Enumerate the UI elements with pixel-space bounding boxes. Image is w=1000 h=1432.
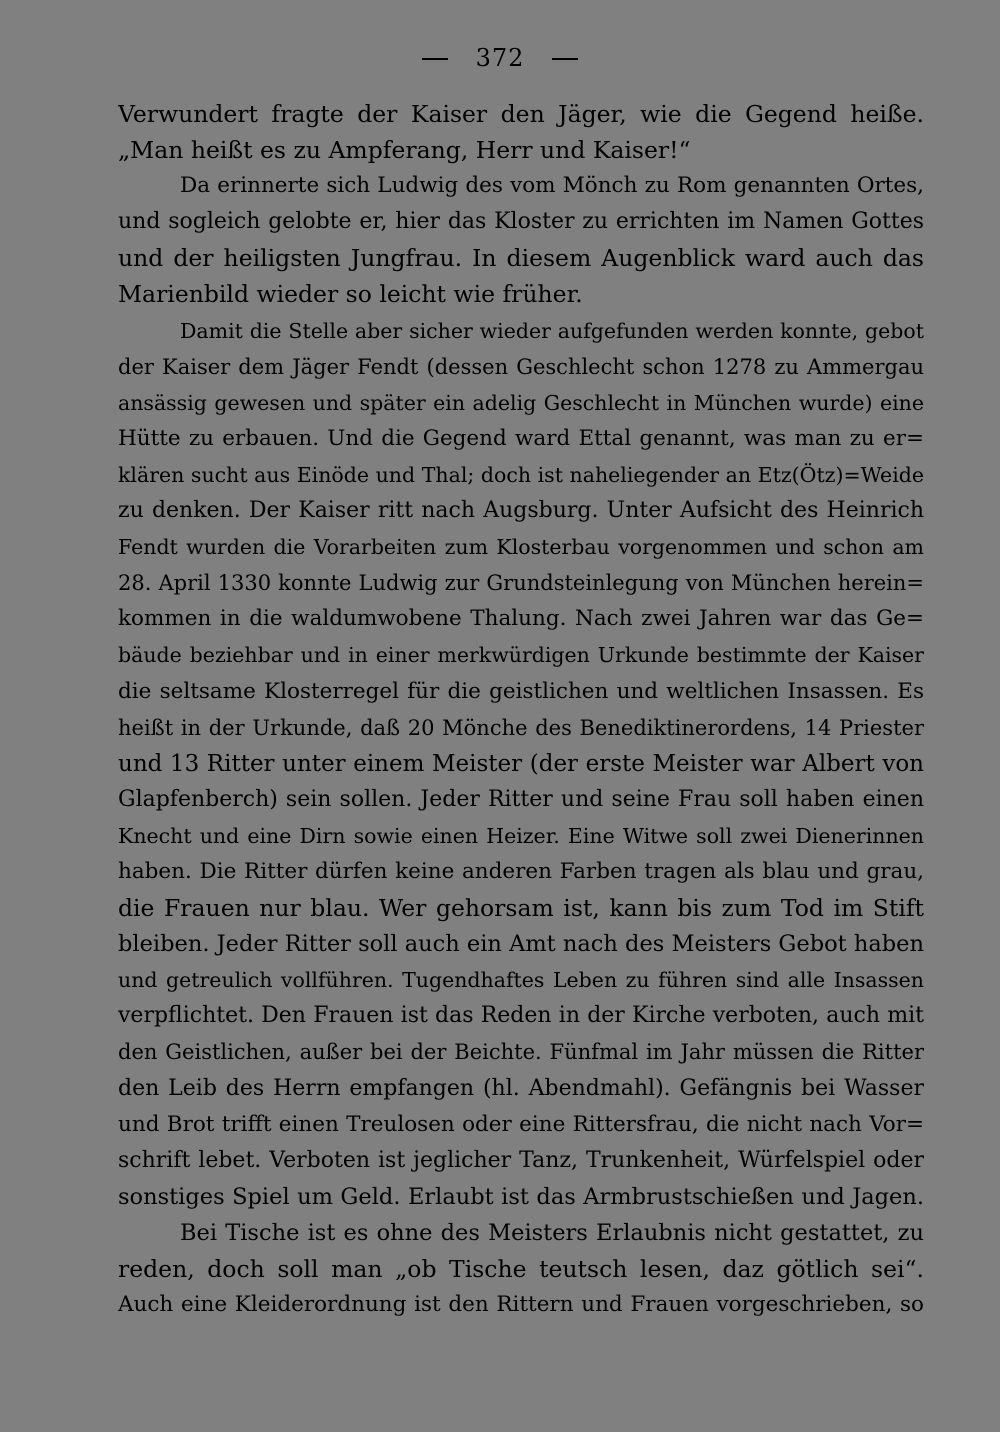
text-line: klären sucht aus Einöde und Thal; doch ist naheliegender an Etz(Ötz)=Weide xyxy=(118,462,924,487)
text-line: die Frauen nur blau. Wer gehorsam ist, kann bis zum Tod im Stift xyxy=(118,894,924,923)
text-line: verpflichtet. Den Frauen ist das Reden in der Kirche verboten, auch mit xyxy=(118,1003,924,1029)
text-line: kommen in die waldumwobene Thalung. Nach zwei Jahren war das Ge= xyxy=(118,606,924,632)
text-line: die seltsame Klosterregel für die geistlichen und weltlichen Insassen. Es xyxy=(118,678,924,704)
text-line: Da erinnerte sich Ludwig des vom Mönch zu Rom genannten Ortes, xyxy=(180,173,924,199)
header-dash-right xyxy=(552,58,578,60)
text-line: und sogleich gelobte er, hier das Kloster zu errichten im Namen Gottes xyxy=(118,209,924,235)
text-line: Hütte zu erbauen. Und die Gegend ward Ettal genannt, was man zu er= xyxy=(118,425,924,451)
text-line: Marienbild wieder so leicht wie früher. xyxy=(118,280,583,309)
header-dash-left xyxy=(422,58,448,60)
text-line: Bei Tische ist es ohne des Meisters Erlaubnis nicht gestattet, zu xyxy=(180,1219,924,1246)
text-line: Auch eine Kleiderordnung ist den Rittern und Frauen vorgeschrieben, so xyxy=(118,1292,924,1318)
text-line: Damit die Stelle aber sicher wieder aufgefunden werden konnte, gebot xyxy=(180,318,924,343)
text-line: den Geistlichen, außer bei der Beichte. Fünfmal im Jahr müssen die Ritter xyxy=(118,1040,924,1065)
text-line: bleiben. Jeder Ritter soll auch ein Amt nach des Meisters Gebot haben xyxy=(118,931,924,958)
text-line: und getreulich vollführen. Tugendhaftes Leben zu führen sind alle Insassen xyxy=(118,968,924,993)
page-header xyxy=(0,40,1000,76)
text-line: Fendt wurden die Vorarbeiten zum Klosterbau vorgenommen und schon am xyxy=(118,535,924,560)
text-line: und Brot trifft einen Treulosen oder eine Rittersfrau, die nicht nach Vor= xyxy=(118,1111,924,1137)
body-text xyxy=(118,96,924,1323)
text-line: Verwundert fragte der Kaiser den Jäger, wie die Gegend heiße. xyxy=(118,100,924,128)
text-line: der Kaiser dem Jäger Fendt (dessen Geschlecht schon 1278 zu Ammergau xyxy=(118,354,924,379)
text-line: bäude beziehbar und in einer merkwürdigen Urkunde bestimmte der Kaiser xyxy=(118,643,924,668)
text-line: reden, doch soll man „ob Tische teutsch lesen, daz götlich sei“. xyxy=(118,1255,924,1283)
text-line: den Leib des Herrn empfangen (hl. Abendmahl). Gefängnis bei Wasser xyxy=(118,1075,924,1101)
text-line: zu denken. Der Kaiser ritt nach Augsburg. Unter Aufsicht des Heinrich xyxy=(118,498,924,524)
text-line: Glapfenberch) sein sollen. Jeder Ritter und seine Frau soll haben einen xyxy=(118,786,924,812)
text-line: Knecht und eine Dirn sowie einen Heizer. Eine Witwe soll zwei Dienerinnen xyxy=(118,823,924,848)
text-line: „Man heißt es zu Ampferang, Herr und Kaiser!“ xyxy=(118,136,691,165)
page-number: 372 xyxy=(475,44,525,72)
text-line: 28. April 1330 konnte Ludwig zur Grundsteinlegung von München herein= xyxy=(118,571,924,596)
text-line: haben. Die Ritter dürfen keine anderen Farben tragen als blau und grau, xyxy=(118,858,924,884)
text-line: heißt in der Urkunde, daß 20 Mönche des Benediktinerordens, 14 Priester xyxy=(118,715,924,740)
text-line: ansässig gewesen und später ein adelig Geschlecht in München wurde) eine xyxy=(118,390,924,415)
text-line: schrift lebet. Verboten ist jeglicher Tanz, Trunkenheit, Würfelspiel oder xyxy=(118,1147,924,1173)
text-line: und der heiligsten Jungfrau. In diesem Augenblick ward auch das xyxy=(118,244,924,273)
text-line: sonstiges Spiel um Geld. Erlaubt ist das Armbrustschießen und Jagen. xyxy=(118,1183,924,1210)
text-line: und 13 Ritter unter einem Meister (der erste Meister war Albert von xyxy=(118,750,924,777)
